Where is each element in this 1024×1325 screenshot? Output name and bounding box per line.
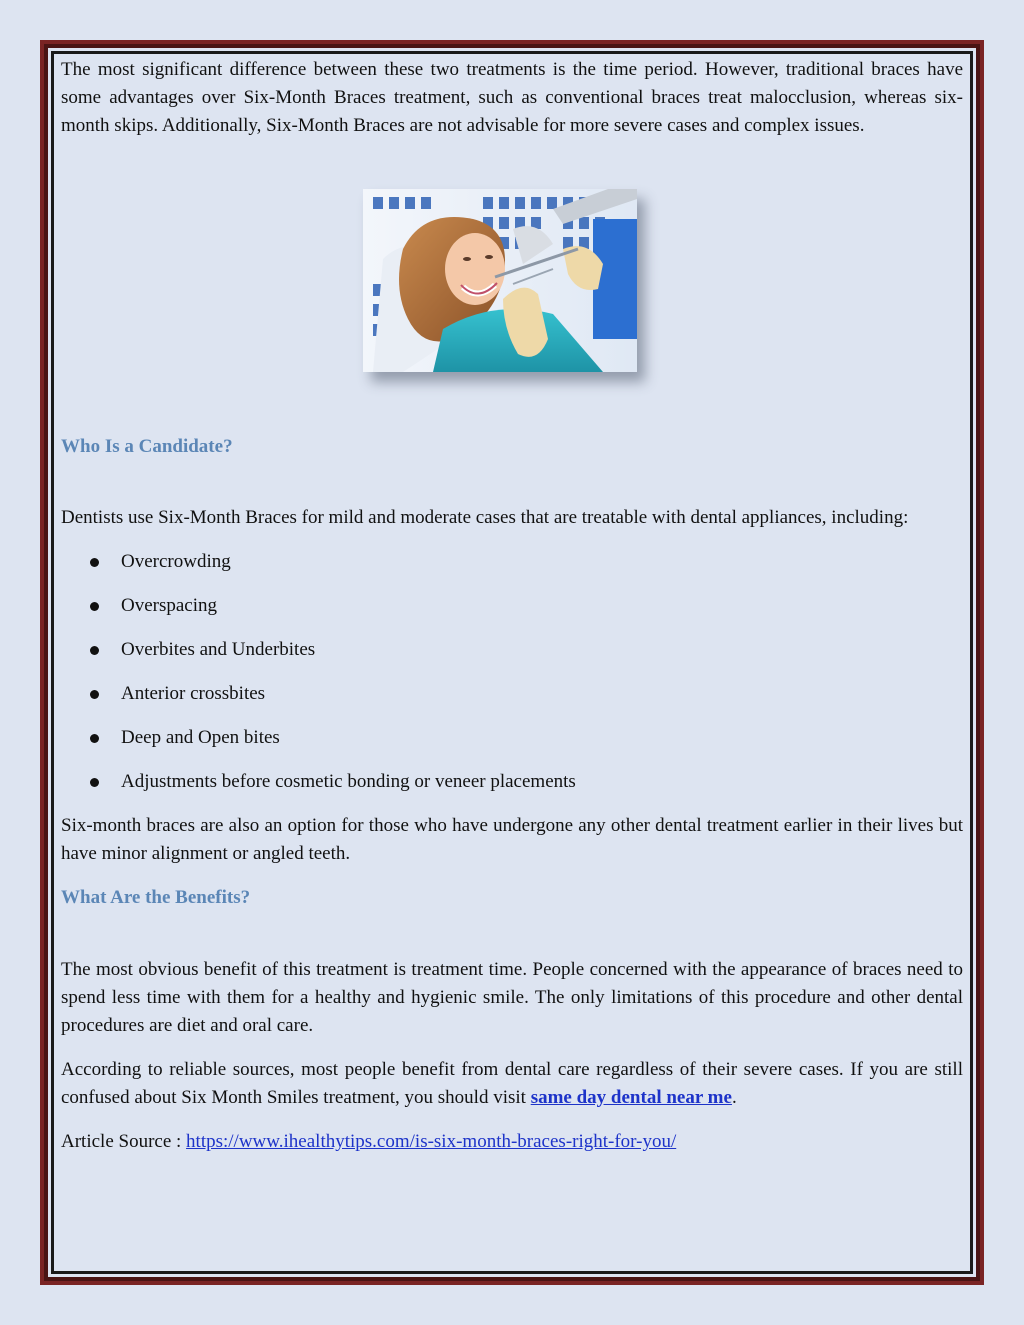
article-source-label: Article Source : <box>61 1131 187 1152</box>
dental-patient-photo <box>363 189 637 372</box>
candidate-intro-paragraph: Dentists use Six-Month Braces for mild and moderate cases that are treatable with dental appliances, including: <box>61 507 909 528</box>
list-item <box>61 592 963 636</box>
list-item <box>61 548 963 592</box>
candidate-heading: Who Is a Candidate? <box>61 436 233 457</box>
recommendation-paragraph <box>61 1056 963 1112</box>
benefits-heading: What Are the Benefits? <box>61 887 251 908</box>
candidate-closing-paragraph: Six-month braces are also an option for those who have undergone any other dental treatment earlier in their lives but have minor alignment or angled teeth. <box>61 815 963 864</box>
recommendation-period: . <box>731 1087 737 1108</box>
list-item <box>61 768 963 812</box>
list-item-text: Anterior crossbites <box>121 683 266 704</box>
bullet-icon <box>90 690 99 699</box>
bullet-icon <box>90 558 99 567</box>
list-item-text: Adjustments before cosmetic bonding or veneer placements <box>121 771 576 792</box>
dental-photo-illustration <box>363 189 637 372</box>
list-item-text: Deep and Open bites <box>121 727 280 748</box>
benefits-paragraph: The most obvious benefit of this treatment is treatment time. People concerned with the appearance of braces need to spend less time with them for a healthy and hygienic smile. The only limitations of this procedure and other dental procedures are diet and oral care. <box>61 959 963 1036</box>
list-item <box>61 724 963 768</box>
candidate-conditions-list <box>61 548 963 812</box>
bullet-icon <box>90 734 99 743</box>
list-item-text: Overbites and Underbites <box>121 639 316 660</box>
bullet-icon <box>90 602 99 611</box>
article-source-link[interactable]: https://www.ihealthytips.com/is-six-month-braces-right-for-you/ <box>186 1131 677 1152</box>
intro-paragraph: The most significant difference between these two treatments is the time period. However, traditional braces have some advantages over Six-Month Braces treatment, such as conventional braces treat malocclusion, whereas six-month skips. Additionally, Six-Month Braces are not advisable for more severe cases and complex issues. <box>61 59 963 136</box>
list-item <box>61 636 963 680</box>
bullet-icon <box>90 778 99 787</box>
bullet-icon <box>90 646 99 655</box>
list-item-text: Overspacing <box>121 595 218 616</box>
same-day-dental-link[interactable]: same day dental near me <box>530 1087 732 1108</box>
list-item <box>61 680 963 724</box>
list-item-text: Overcrowding <box>121 551 231 572</box>
recommendation-text: According to reliable sources, most people benefit from dental care regardless of their severe cases. If you are still confused about Six Month Smiles treatment, you should visit <box>61 1059 963 1108</box>
article-source <box>61 1128 963 1156</box>
document-body <box>61 56 963 1156</box>
